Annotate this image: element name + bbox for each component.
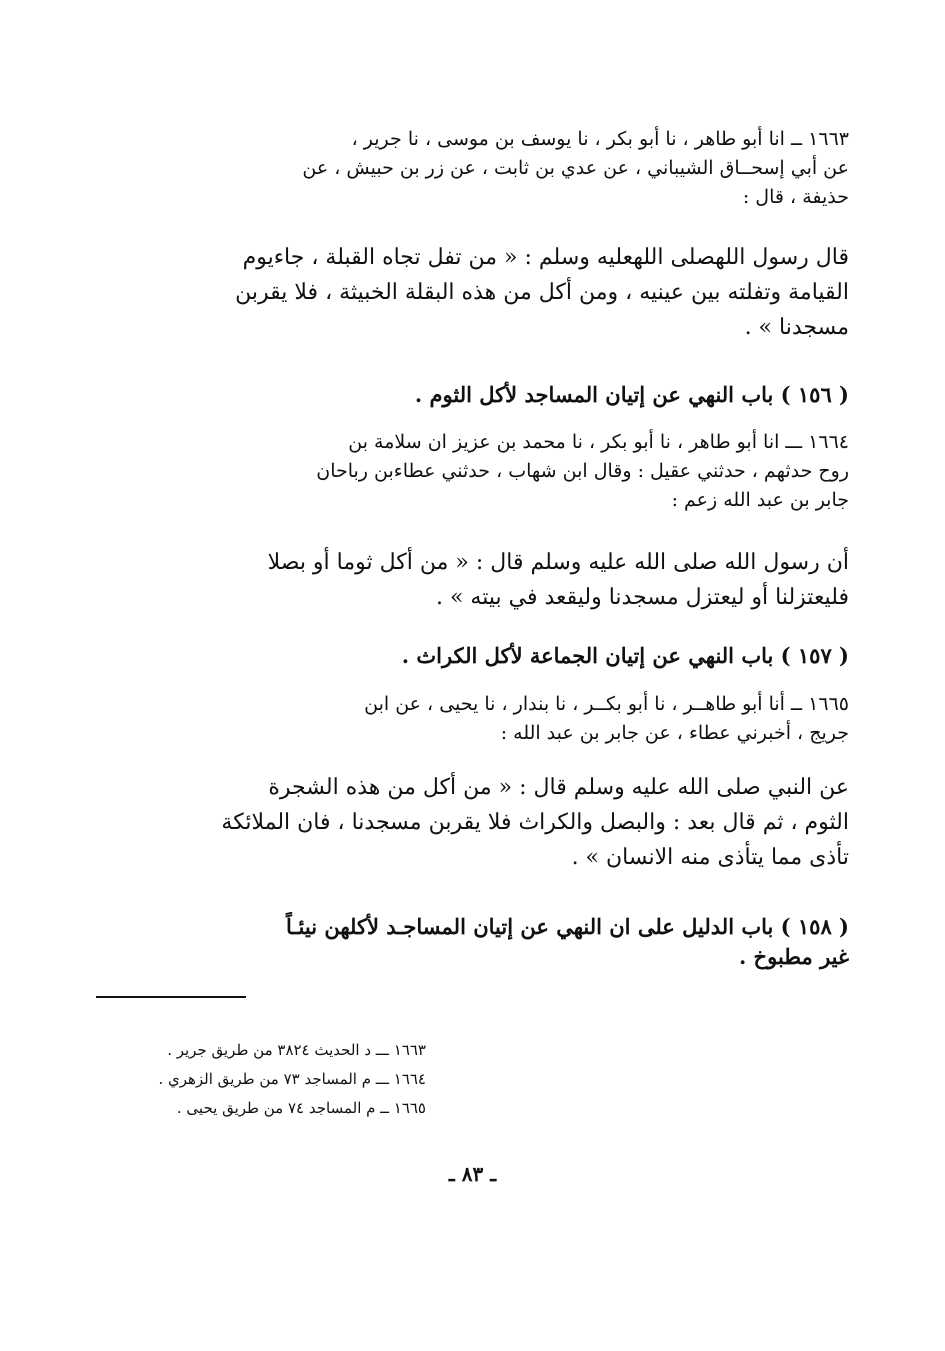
chapter-158-heading bbox=[199, 912, 849, 972]
matn-line: الثوم ، ثم قال بعد : والبصل والكراث فلا يقربن مسجدنا ، فان الملائكة bbox=[221, 810, 849, 835]
matn-line: القيامة وتفلته بين عينيه ، ومن أكل من هذه البقلة الخبيثة ، فلا يقربن bbox=[235, 280, 849, 305]
footnotes bbox=[96, 1036, 426, 1123]
footnote: ١٦٦٥ ــ م المساجد ٧٤ من طريق يحيى . bbox=[176, 1099, 426, 1117]
chapter-156-heading: ( ١٥٦ ) باب النهي عن إتيان المساجد لأكل الثوم . bbox=[414, 382, 849, 407]
hadith-1665-isnad bbox=[199, 690, 849, 748]
hadith-1663-matn bbox=[199, 240, 849, 345]
hadith-1663-isnad bbox=[199, 125, 849, 212]
matn-line: عن النبي صلى الله عليه وسلم قال : « من أكل من هذه الشجرة bbox=[268, 775, 849, 800]
matn-line: مسجدنا » . bbox=[744, 315, 849, 340]
isnad-line: روح حدثهم ، حدثني عقيل : وقال ابن شهاب ، حدثني عطاءبن رباحان bbox=[316, 460, 849, 482]
isnad-line: ١٦٦٣ ــ انا أبو طاهر ، نا أبو بكر ، نا يوسف بن موسى ، نا جرير ، bbox=[351, 128, 849, 150]
isnad-line: جابر بن عبد الله زعم : bbox=[671, 489, 849, 511]
footnote: ١٦٦٣ ـــ د الحديث ٣٨٢٤ من طريق جرير . bbox=[167, 1041, 426, 1059]
matn-line: قال رسول اللهصلى اللهعليه وسلم : « من تفل تجاه القبلة ، جاءيوم bbox=[242, 245, 849, 270]
isnad-line: ١٦٦٥ ــ أنا أبو طاهــر ، نا أبو بكــر ، نا بندار ، نا يحيى ، عن ابن bbox=[364, 693, 849, 715]
matn-line: أن رسول الله صلى الله عليه وسلم قال : « من أكل ثوما أو بصلا bbox=[267, 550, 849, 575]
isnad-line: ١٦٦٤ ـــ انا أبو طاهر ، نا أبو بكر ، نا محمد بن عزيز ان سلامة بن bbox=[348, 431, 849, 453]
heading-line: غير مطبوخ . bbox=[738, 944, 849, 969]
hadith-1665-matn bbox=[199, 770, 849, 875]
matn-line: تأذى مما يتأذى منه الانسان » . bbox=[571, 845, 849, 870]
isnad-line: حذيفة ، قال : bbox=[742, 186, 849, 208]
isnad-line: عن أبي إسحــاق الشيباني ، عن عدي بن ثابت ، عن زر بن حبيش ، عن bbox=[302, 157, 849, 179]
heading-line: ( ١٥٨ ) باب الدليل على ان النهي عن إتيان المساجـد لأكلهن نيئـاً bbox=[285, 914, 849, 939]
matn-line: فليعتزلنا أو ليعتزل مسجدنا وليقعد في بيته » . bbox=[435, 585, 849, 610]
hadith-1664-matn bbox=[199, 545, 849, 615]
footnote-separator bbox=[96, 996, 246, 998]
footnote: ١٦٦٤ ـــ م المساجد ٧٣ من طريق الزهري . bbox=[158, 1070, 426, 1088]
hadith-1664-isnad bbox=[199, 428, 849, 515]
isnad-line: جريج ، أخبرني عطاء ، عن جابر بن عبد الله : bbox=[500, 722, 849, 744]
page-number: ـ ٨٣ ـ bbox=[448, 1162, 497, 1186]
chapter-157-heading: ( ١٥٧ ) باب النهي عن إتيان الجماعة لأكل الكراث . bbox=[401, 643, 849, 668]
